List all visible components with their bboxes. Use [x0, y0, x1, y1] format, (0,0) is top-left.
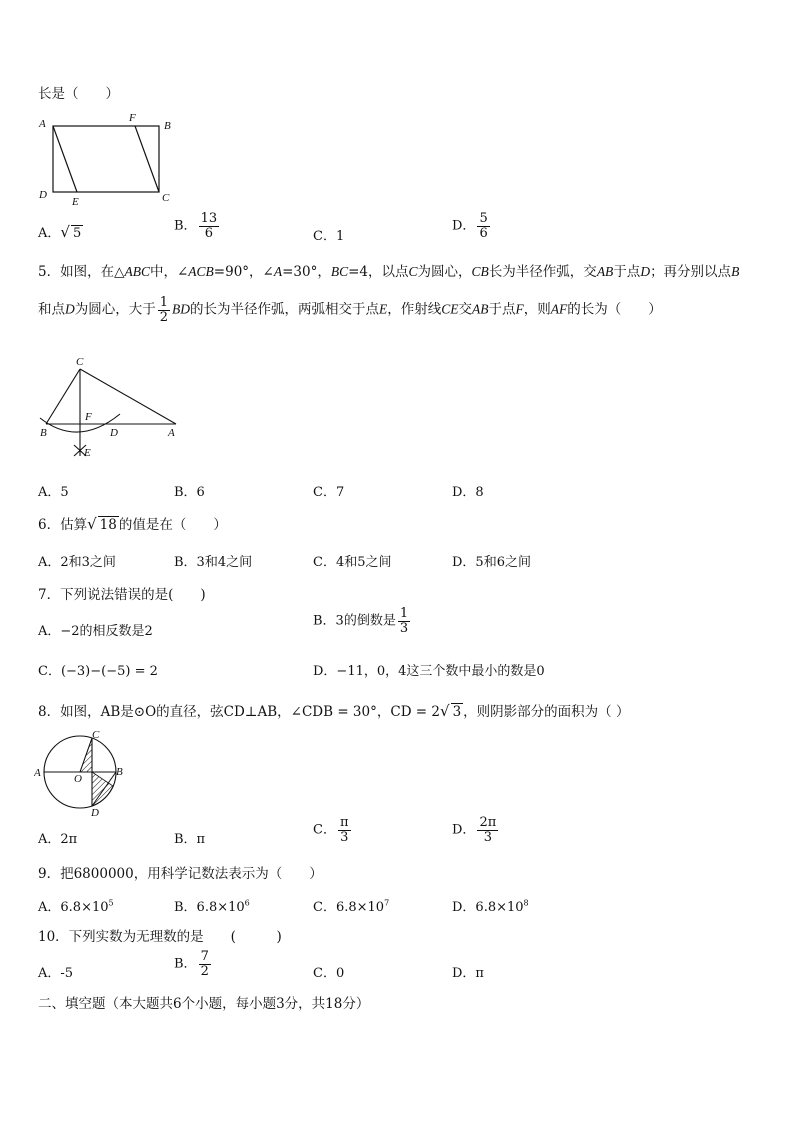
q6-option-d[interactable]: D．5和6之间	[452, 555, 531, 570]
segment-ca	[80, 369, 176, 424]
q9-option-a[interactable]: A．$6.8\times 10^5$	[38, 898, 114, 915]
label-a: A	[168, 427, 175, 439]
q5-option-a[interactable]: A．5	[38, 485, 69, 500]
q5-triangle-figure	[34, 352, 184, 464]
segment-fc	[135, 126, 159, 192]
rectangle-abcd	[53, 126, 159, 192]
label-d: D	[91, 807, 99, 816]
q6-option-b[interactable]: B．3和4之间	[174, 555, 253, 570]
q6-option-c[interactable]: C．4和5之间	[313, 555, 392, 570]
q4-stem-tail: 长是（ ）	[38, 86, 119, 102]
q10-option-a[interactable]: A．-5	[38, 966, 74, 981]
label-c: C	[162, 192, 170, 204]
q8-option-c[interactable]: C． $\frac{\pi}{3}$	[313, 815, 349, 845]
q9-stem: 9．把6800000，用科学记数法表示为（ ）	[38, 866, 323, 882]
q5-option-d[interactable]: D．8	[452, 485, 484, 500]
label-b: B	[116, 766, 123, 778]
q4-option-b[interactable]: B． $\frac{13}{6}$	[174, 211, 218, 241]
q8-stem: 8．如图，AB是⊙O的直径，弦CD⊥AB，∠CDB = 30°，CD = 2√ 3 ，则阴影部分的面积为（ ）	[38, 702, 630, 720]
label-e: E	[84, 447, 91, 459]
q10-option-c[interactable]: C．0	[313, 966, 345, 981]
q4-rectangle-figure	[34, 112, 184, 208]
q7-option-d[interactable]: D．−11，0，4这三个数中最小的数是0	[313, 664, 545, 679]
label-d: D	[39, 189, 47, 201]
q10-stem: 10．下列实数为无理数的是 ( )	[38, 929, 282, 945]
label-e: E	[72, 196, 79, 208]
q4-option-a[interactable]: A．√ 5	[38, 223, 82, 241]
label-f: F	[85, 411, 92, 423]
q10-option-d[interactable]: D．π	[452, 966, 484, 981]
q5-option-b[interactable]: B．6	[174, 485, 205, 500]
section-2-heading: 二、填空题（本大题共6个小题，每小题3分，共18分）	[38, 996, 370, 1012]
q7-option-b[interactable]: B．3的倒数是 $\frac{1}{3}$	[313, 606, 409, 636]
q6-option-a[interactable]: A．2和3之间	[38, 555, 116, 570]
q7-option-a[interactable]: A．−2的相反数是2	[38, 624, 153, 639]
q8-option-a[interactable]: A．2π	[38, 832, 78, 847]
label-d: D	[110, 427, 118, 439]
q7-option-c[interactable]: C．(−3)−(−5) = 2	[38, 664, 158, 679]
label-a: A	[34, 767, 41, 779]
label-c: C	[76, 356, 84, 368]
q9-option-b[interactable]: B．$6.8\times 10^6$	[174, 898, 250, 915]
q9-option-d[interactable]: D．$6.8\times 10^8$	[452, 898, 529, 915]
q6-stem: 6．估算√ 18 的值是在（ ）	[38, 515, 227, 533]
q4-option-c[interactable]: C．1	[313, 229, 345, 244]
label-a: A	[39, 118, 46, 130]
q5-stem-line1: 5．如图，在△ABC中，∠ACB=90°，∠A=30°，BC=4，以点C为圆心，CB长为半径作弧，交AB于点D；再分别以点B	[38, 264, 740, 280]
q4-option-d[interactable]: D． $\frac{5}{6}$	[452, 211, 488, 241]
segment-bc	[46, 369, 80, 424]
label-b: B	[40, 427, 47, 439]
q5-option-c[interactable]: C．7	[313, 485, 345, 500]
q8-circle-figure	[34, 728, 134, 816]
label-b: B	[164, 120, 171, 132]
q8-option-b[interactable]: B．π	[174, 832, 206, 847]
label-o: O	[74, 773, 82, 785]
q5-stem-line2: 和点D为圆心，大于 $\frac{1}{2}$ BD的长为半径作弧，两弧相交于点E，作射线CE交AB于点F，则AF的长为（ ）	[38, 295, 662, 325]
label-c: C	[92, 729, 100, 741]
label-f: F	[129, 112, 136, 124]
q7-stem: 7．下列说法错误的是( )	[38, 587, 206, 603]
q9-option-c[interactable]: C．$6.8\times 10^7$	[313, 898, 390, 915]
segment-ae	[53, 126, 77, 192]
q8-option-d[interactable]: D． $\frac{2\pi}{3}$	[452, 815, 497, 845]
q10-option-b[interactable]: B． $\frac{7}{2}$	[174, 949, 209, 979]
